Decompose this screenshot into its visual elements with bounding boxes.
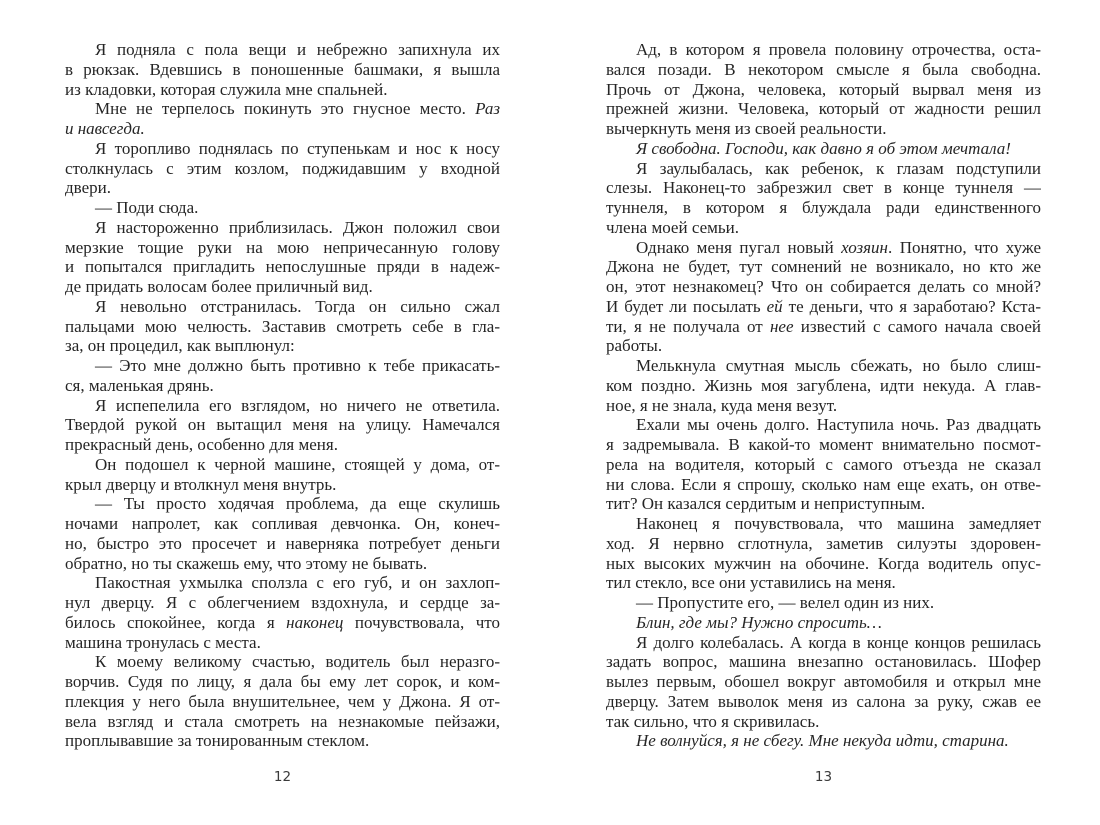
text-line: прежней жизни. Человека, который от жадности решил — [606, 99, 1041, 119]
text-line: — Ты просто ходячая проблема, да еще скулишь — [95, 494, 500, 514]
text-line: дверцу. Затем выволок меня из салона за руку, сжав ее — [606, 691, 1041, 711]
text-line: туннеля, в котором я блуждала ради единственного — [606, 198, 1041, 217]
text-line: тил стекло, все они уставились на меня. — [606, 573, 896, 593]
text-line: Я заулыбалась, как ребенок, к глазам подступили — [636, 158, 1041, 178]
text-line: крыл дверцу и втолкнул меня внутрь. — [65, 474, 337, 494]
text-line — [606, 139, 1041, 159]
text-line: Мне не терпелось покинуть это гнусное место. Раз — [95, 99, 500, 119]
page-left-text-block — [65, 40, 500, 751]
text-line: ное, я не знала, куда меня везут. — [606, 395, 838, 415]
text-line: ход. Я нервно сглотнула, заметив силуэты здоровен- — [606, 533, 1041, 553]
text-line: ночами напролет, как сопливая девчонка. Он, конеч- — [65, 514, 500, 533]
text-line: Джона не будет, тут сомнений не возникало, но кто же — [606, 257, 1041, 277]
text-line: вылез первым, обошел вокруг автомобиля и открыл мне — [606, 672, 1041, 691]
text-line: ком поздно. Жизнь моя загублена, идти некуда. А глав- — [606, 375, 1041, 395]
italic-text: ей — [766, 296, 783, 316]
text-line: ных высоких мужчин на обочине. Когда водитель опус- — [606, 553, 1041, 573]
italic-text: нее — [769, 316, 794, 336]
text-line: ни слова. Если я спрошу, сколько нам еще ехать, он отве- — [606, 474, 1041, 494]
text-line: Наконец я почувствовала, что машина замедляет — [636, 514, 1041, 533]
text-line: машина тронулась с места. — [65, 632, 261, 652]
text-line: билось спокойнее, когда я наконец почувствовала, что — [65, 612, 500, 632]
text-line: из кладовки, которая служила мне спальней. — [65, 79, 388, 99]
text-line: Я подняла с пола вещи и небрежно запихнула их — [95, 40, 500, 59]
text-line: пальцами мою челюсть. Заставив смотреть себе в гла- — [65, 316, 500, 336]
text-line: так сильно, что я скривилась. — [606, 711, 820, 731]
italic-text: Блин, где мы? Нужно спросить… — [636, 612, 882, 632]
text-line: Однако меня пугал новый хозяин. Понятно, что хуже — [636, 237, 1041, 257]
text-line: за, он процедил, как выплюнул: — [65, 336, 295, 356]
text-line: — Поди сюда. — [95, 198, 199, 217]
text-line: мерзкие тощие руки на мою непричесанную голову — [65, 237, 500, 257]
text-line: вычеркнуть меня из своей реальности. — [606, 119, 887, 138]
text-line: де придать волосам более приличный вид. — [65, 277, 373, 296]
italic-text: хозяин — [841, 237, 888, 257]
text-line: вела взгляд и стала смотреть на незнакомые пейзажи, — [65, 711, 500, 731]
text-line: И будет ли посылать ей те деньги, что я заработаю? Кста- — [606, 296, 1041, 316]
text-line: Я долго колебалась. А когда в конце концов решилась — [636, 632, 1041, 652]
text-line: нул дверцу. Я с облегчением вздохнула, и сердце за- — [65, 593, 500, 612]
text-line: задать вопрос, машина внезапно остановилась. Шофер — [606, 652, 1041, 672]
text-line: я задремывала. В какой-то момент внимательно посмот- — [606, 435, 1041, 454]
text-line: двери. — [65, 178, 111, 198]
text-line: ворчив. Судя по лицу, я дала бы ему лет сорок, и ком- — [65, 672, 500, 691]
text-line: Ехали мы очень долго. Наступила ночь. Раз двадцать — [636, 415, 1041, 435]
text-line: ти, я не получала от нее известий с самого начала своей — [606, 316, 1041, 336]
text-line: Прочь от Джона, человека, который вырвал меня из — [606, 79, 1041, 99]
text-line: ся, маленькая дрянь. — [65, 375, 214, 395]
page-right-text-block — [606, 40, 1041, 751]
text-line: — Это мне должно быть противно к тебе прикасать- — [95, 356, 500, 375]
text-line: и попытался пригладить непослушные пряди в надеж- — [65, 257, 500, 277]
text-line: прекрасный день, особенно для меня. — [65, 435, 338, 454]
text-line: Твердой рукой он вытащил меня на улицу. Намечался — [65, 415, 500, 435]
text-line — [65, 119, 500, 139]
text-line: работы. — [606, 336, 663, 356]
page-number-right: 13 — [814, 769, 833, 785]
text-line: проплывавшие за тонированным стеклом. — [65, 731, 370, 751]
text-line: Я невольно отстранилась. Тогда он сильно сжал — [95, 296, 500, 316]
text-line: слезы. Наконец-то забрезжил свет в конце туннеля — — [606, 178, 1041, 198]
italic-text: и навсегда. — [65, 119, 145, 138]
text-line: Я торопливо поднялась по ступенькам и нос к носу — [95, 138, 500, 158]
italic-text: Не волнуйся, я не сбегу. Мне некуда идти, старина. — [636, 731, 1009, 751]
text-line: в рюкзак. Вдевшись в поношенные башмаки, я вышла — [65, 59, 500, 79]
text-line: К моему великому счастью, водитель был неразго- — [95, 652, 500, 672]
text-line: — Пропустите его, — велел один из них. — [636, 593, 935, 612]
text-line: Я испепелила его взглядом, но ничего не ответила. — [95, 395, 500, 415]
italic-text: Раз — [475, 99, 500, 119]
text-line: Пакостная ухмылка сползла с его губ, и он захлоп- — [95, 573, 500, 593]
text-line: Он подошел к черной машине, стоящей у дома, от- — [95, 454, 500, 474]
text-line: Ад, в котором я провела половину отрочества, оста- — [636, 40, 1041, 59]
text-line: члена моей семьи. — [606, 217, 739, 237]
text-line: плекция у него была внушительнее, чем у Джона. Я от- — [65, 691, 500, 711]
text-line: рела на водителя, который с самого отъезда не сказал — [606, 454, 1041, 474]
text-line — [606, 613, 1041, 633]
page-number-left: 12 — [273, 769, 292, 785]
text-line: Я настороженно приблизилась. Джон положил свои — [95, 217, 500, 237]
italic-text: наконец — [286, 612, 344, 632]
text-line: но, быстро это просечет и наверняка потребует деньги — [65, 533, 500, 553]
text-line: Мелькнула смутная мысль сбежать, но было слиш- — [636, 356, 1041, 375]
text-line: он, этот незнакомец? Что он собирается делать со мной? — [606, 277, 1041, 296]
italic-text: Я свободна. Господи, как давно я об этом мечтала! — [636, 138, 1011, 158]
text-line: столкнулась с этим козлом, поджидавшим у входной — [65, 158, 500, 178]
text-line: тит? Он казался сердитым и неприступным. — [606, 494, 926, 514]
text-line: обратно, но ты скажешь ему, что этому не бывать. — [65, 553, 428, 573]
text-line: вался позади. В некотором смысле я была свободна. — [606, 59, 1041, 79]
text-line — [606, 731, 1041, 751]
